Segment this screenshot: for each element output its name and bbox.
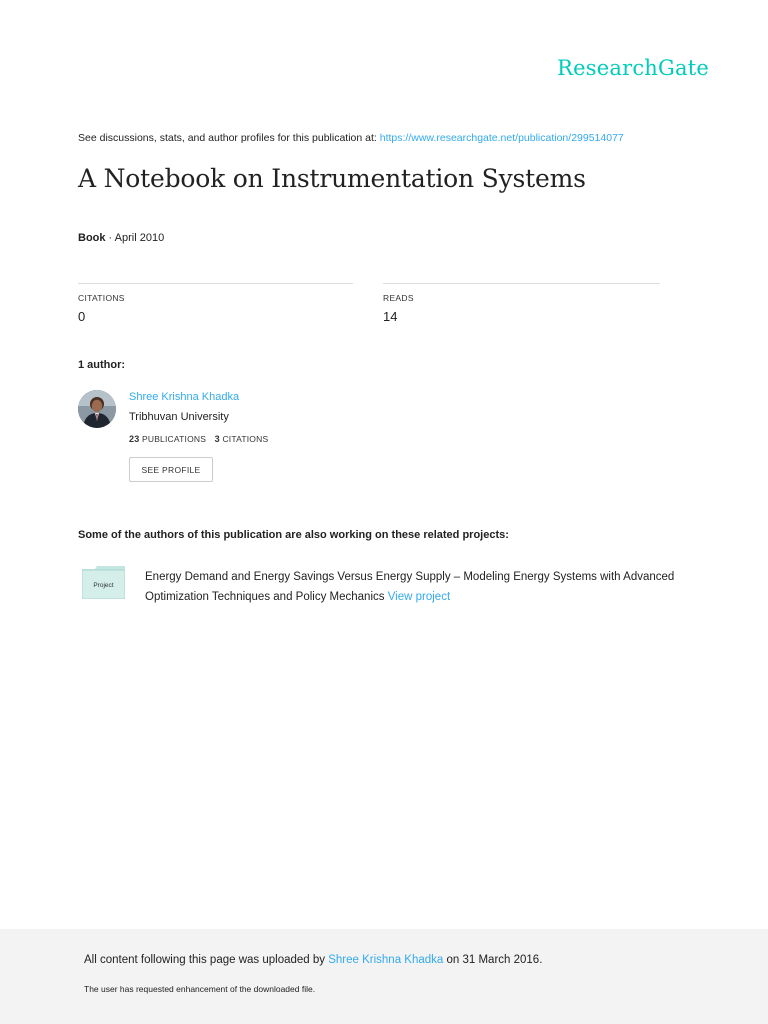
citations-label: CITATIONS bbox=[78, 293, 125, 303]
publication-meta bbox=[78, 232, 164, 244]
citations-value: 0 bbox=[78, 309, 86, 324]
publication-url-link[interactable]: https://www.researchgate.net/publication/299514077 bbox=[379, 132, 624, 144]
upload-footer bbox=[0, 929, 768, 1024]
reads-stat bbox=[383, 283, 660, 324]
reads-label: READS bbox=[383, 293, 414, 303]
upload-prefix: All content following this page was uploaded by bbox=[84, 954, 329, 966]
project-folder-icon bbox=[82, 566, 125, 599]
authors-heading: 1 author: bbox=[78, 359, 126, 371]
related-project-item bbox=[145, 567, 705, 607]
project-icon-label: Project bbox=[93, 582, 114, 589]
uploader-link[interactable]: Shree Krishna Khadka bbox=[328, 954, 444, 966]
author-stats bbox=[129, 434, 268, 444]
author-publications-label: PUBLICATIONS bbox=[141, 434, 207, 444]
avatar-photo-icon bbox=[78, 390, 116, 428]
author-citations-label: CITATIONS bbox=[222, 434, 269, 444]
view-project-link[interactable]: View project bbox=[387, 591, 451, 603]
reads-value: 14 bbox=[383, 309, 398, 324]
author-citations-count: 3 bbox=[214, 434, 220, 444]
upload-notice bbox=[84, 954, 542, 966]
citations-stat bbox=[78, 283, 353, 324]
researchgate-logo[interactable]: ResearchGate bbox=[557, 56, 709, 80]
see-profile-button[interactable]: SEE PROFILE bbox=[129, 457, 213, 482]
meta-separator: · bbox=[105, 232, 115, 244]
discussion-notice bbox=[78, 132, 624, 144]
related-projects-heading: Some of the authors of this publication are also working on these related projects: bbox=[78, 529, 509, 541]
project-description: Energy Demand and Energy Savings Versus Energy Supply – Modeling Energy Systems with Advanced Optimization Techniques and Policy Mechanics bbox=[145, 571, 675, 603]
discussion-text: See discussions, stats, and author profiles for this publication at: bbox=[78, 132, 380, 144]
upload-suffix: on 31 March 2016. bbox=[443, 954, 543, 966]
author-name-link[interactable]: Shree Krishna Khadka bbox=[129, 391, 240, 403]
author-publications-count: 23 bbox=[129, 434, 140, 444]
publication-date: April 2010 bbox=[114, 232, 165, 244]
enhancement-note: The user has requested enhancement of the downloaded file. bbox=[84, 984, 316, 994]
author-avatar[interactable] bbox=[78, 390, 116, 428]
author-institution: Tribhuvan University bbox=[129, 411, 229, 423]
page-title: A Notebook on Instrumentation Systems bbox=[78, 164, 586, 193]
publication-type: Book bbox=[78, 232, 106, 244]
